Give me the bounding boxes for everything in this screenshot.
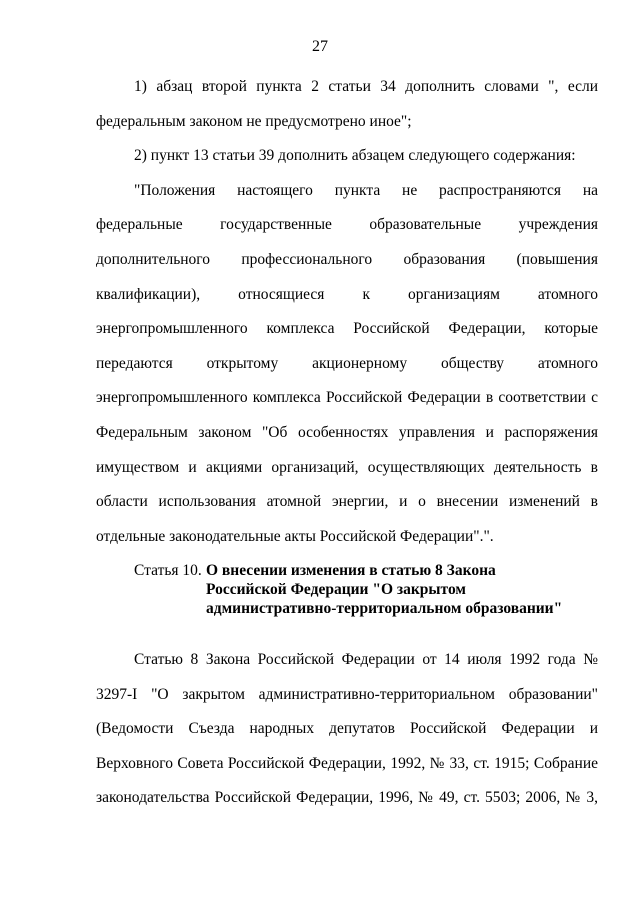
paragraph-article-text: Статью 8 Закона Российской Федерации от 14 июля 1992 года № 3297-I "О закрытом административно-территориальном образовании" (Ведомости Съезда народных депутатов Российской Федерации и Верховного Совета Российской Федерации, 1992, № 33, ст. 1915; Собрание законодательства Российской Федерации, 1996, № 49, ст. 5503; 2006, № 3, — [96, 651, 598, 807]
paragraph-item-1: 1) абзац второй пункта 2 статьи 34 дополнить словами ", если федеральным законом не предусмотрено иное"; — [96, 78, 598, 130]
paragraph-quoted-provision: "Положения настоящего пункта не распространяются на федеральные государственные образовательные учреждения дополнительного профессионального образования (повышения квалификации), относящиеся к организациям атомного энергопромышленного комплекса Российской Федерации, которые передаются открытому акционерному обществу атомного энергопромышленного комплекса Российской Федерации в соответствии с Федеральным законом "Об особенностях управления и распоряжения имуществом и акциями организаций, осуществляющих деятельность в области использования атомной энергии, и о внесении изменений в отдельные законодательные акты Российской Федерации".". — [96, 181, 598, 545]
article-body — [96, 643, 598, 816]
amendment-items — [96, 70, 598, 554]
paragraph-item-2: 2) пункт 13 статьи 39 дополнить абзацем следующего содержания: — [134, 147, 576, 165]
page-number: 27 — [312, 38, 328, 55]
article-title-line: О внесении изменения в статью 8 Закона — [206, 562, 496, 579]
article-title — [206, 561, 604, 618]
article-label: Статья 10. — [134, 562, 202, 579]
article-heading — [134, 561, 604, 618]
article-title-line: Российской Федерации "О закрытом — [206, 581, 466, 598]
article-title-line: административно-территориальном образовании" — [206, 600, 563, 617]
